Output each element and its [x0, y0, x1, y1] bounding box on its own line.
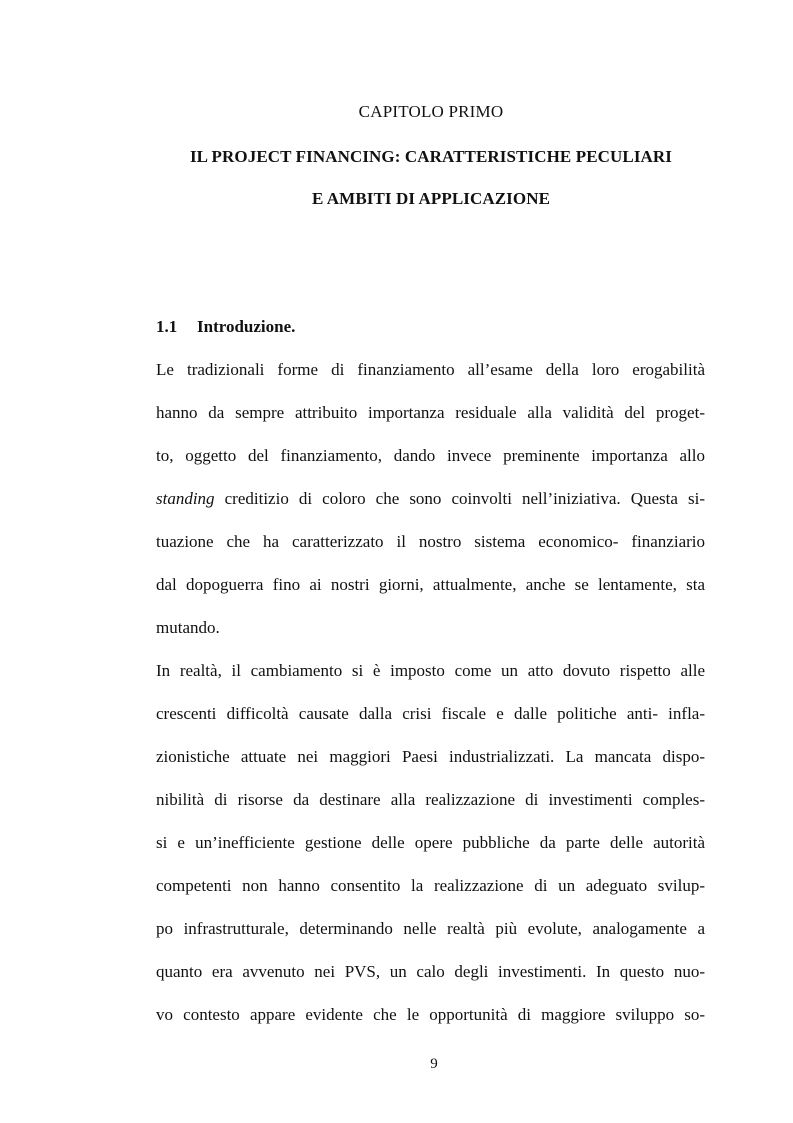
paragraph-1-line-6: dal dopoguerra fino ai nostri giorni, attualmente, anche se lentamente, sta: [156, 575, 705, 594]
chapter-label: CAPITOLO PRIMO: [358, 102, 504, 121]
paragraph-1-line-2: hanno da sempre attribuito importanza residuale alla validità del proget-: [156, 403, 705, 422]
chapter-title-line-1: IL PROJECT FINANCING: CARATTERISTICHE PECULIARI: [189, 147, 673, 166]
paragraph-2-line-3: zionistiche attuate nei maggiori Paesi industrializzati. La mancata dispo-: [156, 747, 705, 766]
paragraph-2-line-9: vo contesto appare evidente che le opportunità di maggiore sviluppo so-: [156, 1005, 705, 1024]
page-number: 9: [430, 1056, 438, 1072]
paragraph-2-line-5: si e un’inefficiente gestione delle opere pubbliche da parte delle autorità: [156, 833, 705, 852]
paragraph-1-line-7: mutando.: [156, 618, 220, 637]
section-title: Introduzione.: [197, 317, 296, 336]
paragraph-1-line-4: [156, 489, 705, 509]
paragraph-2-line-1: In realtà, il cambiamento si è imposto come un atto dovuto rispetto alle: [156, 661, 705, 680]
chapter-title-line-2: E AMBITI DI APPLICAZIONE: [311, 189, 551, 208]
section-number: 1.1: [156, 317, 178, 336]
paragraph-2-line-7: po infrastrutturale, determinando nelle realtà più evolute, analogamente a: [156, 919, 705, 938]
paragraph-2-line-6: competenti non hanno consentito la realizzazione di un adeguato svilup-: [156, 876, 705, 895]
paragraph-1-line-1: Le tradizionali forme di finanziamento all’esame della loro erogabilità: [156, 360, 705, 379]
paragraph-2-line-4: nibilità di risorse da destinare alla realizzazione di investimenti comples-: [156, 790, 705, 809]
italic-term: standing: [156, 489, 215, 508]
paragraph-1-line-4-text: creditizio di coloro che sono coinvolti nell’iniziativa. Questa si-: [214, 489, 705, 508]
paragraph-2-line-2: crescenti difficoltà causate dalla crisi fiscale e dalle politiche anti- infla-: [156, 704, 705, 723]
paragraph-1-line-3: to, oggetto del finanziamento, dando invece preminente importanza allo: [156, 446, 705, 465]
paragraph-2-line-8: quanto era avvenuto nei PVS, un calo degli investimenti. In questo nuo-: [156, 962, 705, 981]
paragraph-1-line-5: tuazione che ha caratterizzato il nostro sistema economico- finanziario: [156, 532, 705, 551]
section-heading: [156, 317, 295, 337]
